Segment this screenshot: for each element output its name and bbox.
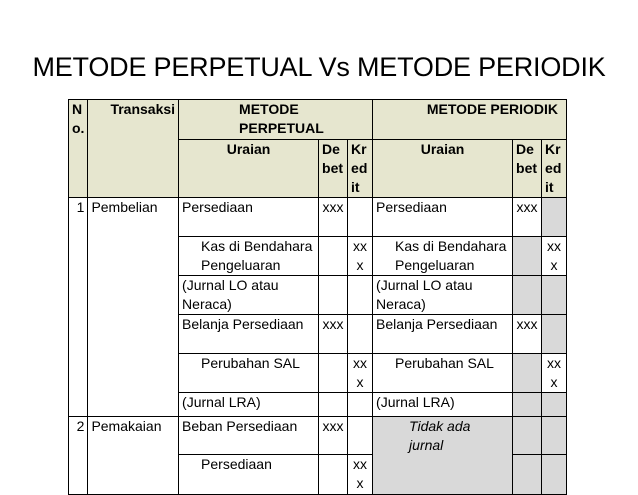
- periodik-no-journal: Tidak ada jurnal: [373, 417, 513, 495]
- perpetual-debet: xxx: [319, 315, 348, 354]
- perpetual-kredit: [348, 417, 373, 455]
- perpetual-debet-empty: [319, 393, 348, 417]
- perpetual-uraian: Persediaan: [179, 455, 319, 495]
- periodik-kredit: xxx: [542, 237, 567, 276]
- journal-table-container: [68, 99, 567, 495]
- journal-comparison-table: [68, 99, 567, 495]
- perpetual-debet: xxx: [319, 417, 348, 455]
- table-row: [69, 417, 567, 455]
- periodik-debet: [513, 354, 542, 393]
- perpetual-kredit: [348, 315, 373, 354]
- perpetual-kredit: [348, 198, 373, 237]
- perpetual-kredit: xxx: [348, 354, 373, 393]
- periodik-kredit: [542, 315, 567, 354]
- perpetual-uraian: Persediaan: [179, 198, 319, 237]
- header-row-1: [69, 100, 567, 140]
- periodik-uraian: Belanja Persediaan: [373, 315, 513, 354]
- row-number: 1: [69, 198, 88, 417]
- header-metode-periodik: METODE PERIODIK: [373, 100, 567, 140]
- perpetual-uraian: Kas di Bendahara Pengeluaran: [179, 237, 319, 276]
- transaction-name: Pemakaian: [88, 417, 179, 495]
- header-perpetual-uraian: Uraian: [179, 140, 319, 198]
- header-perpetual-debet: Debet: [319, 140, 348, 198]
- perpetual-uraian: (Jurnal LO atau Neraca): [179, 276, 319, 315]
- header-transaksi: Transaksi: [88, 100, 179, 198]
- periodik-uraian: Kas di Bendahara Pengeluaran: [373, 237, 513, 276]
- perpetual-debet: xxx: [319, 198, 348, 237]
- perpetual-debet: [319, 455, 348, 495]
- periodik-debet-empty: [513, 455, 542, 495]
- perpetual-kredit: xxx: [348, 455, 373, 495]
- periodik-debet: xxx: [513, 315, 542, 354]
- periodik-kredit-empty: [542, 393, 567, 417]
- header-periodik-uraian: Uraian: [373, 140, 513, 198]
- header-no: No.: [69, 100, 88, 198]
- periodik-kredit: [542, 198, 567, 237]
- periodik-uraian: (Jurnal LO atau Neraca): [373, 276, 513, 315]
- periodik-uraian: (Jurnal LRA): [373, 393, 513, 417]
- perpetual-uraian: Beban Persediaan: [179, 417, 319, 455]
- perpetual-uraian: Perubahan SAL: [179, 354, 319, 393]
- periodik-kredit-empty: [542, 276, 567, 315]
- perpetual-debet: [319, 354, 348, 393]
- header-metode-perpetual: METODE PERPETUAL: [179, 100, 373, 140]
- periodik-kredit-empty: [542, 455, 567, 495]
- header-periodik-debet: Debet: [513, 140, 542, 198]
- transaction-name: Pembelian: [88, 198, 179, 417]
- periodik-kredit-empty: [542, 417, 567, 455]
- header-perpetual-kredit: Kredit: [348, 140, 373, 198]
- perpetual-uraian: Belanja Persediaan: [179, 315, 319, 354]
- perpetual-uraian: (Jurnal LRA): [179, 393, 319, 417]
- periodik-debet: xxx: [513, 198, 542, 237]
- periodik-debet-empty: [513, 417, 542, 455]
- page-title: METODE PERPETUAL Vs METODE PERIODIK: [32, 52, 606, 82]
- periodik-debet-empty: [513, 276, 542, 315]
- perpetual-kredit-empty: [348, 393, 373, 417]
- perpetual-debet: [319, 237, 348, 276]
- header-periodik-kredit: Kredit: [542, 140, 567, 198]
- perpetual-kredit-empty: [348, 276, 373, 315]
- row-number: 2: [69, 417, 88, 495]
- periodik-debet: [513, 237, 542, 276]
- periodik-debet-empty: [513, 393, 542, 417]
- perpetual-debet-empty: [319, 276, 348, 315]
- periodik-uraian: Persediaan: [373, 198, 513, 237]
- perpetual-kredit: xxx: [348, 237, 373, 276]
- periodik-uraian: Perubahan SAL: [373, 354, 513, 393]
- periodik-kredit: xxx: [542, 354, 567, 393]
- table-row: [69, 198, 567, 237]
